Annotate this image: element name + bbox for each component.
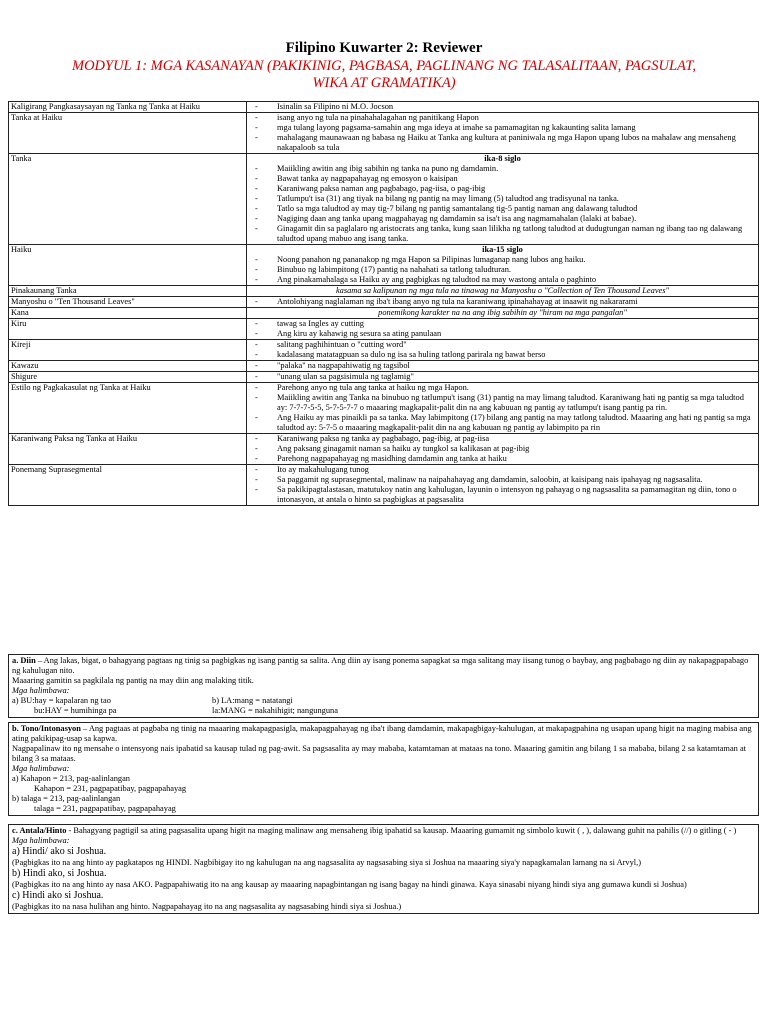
definition-cell: ponemikong karakter na na ang ibig sabihin ay "hiram na mga pangalan" [247, 308, 759, 319]
tono-examples-label: Mga halimbawa: [12, 764, 70, 773]
definition-cell [247, 113, 759, 154]
table-row [9, 286, 759, 297]
antala-label: c. Antala/Hinto [12, 826, 67, 835]
antala-example: a) Hindi/ ako si Joshua. [12, 846, 107, 857]
definition-cell [247, 372, 759, 383]
table-row [9, 308, 759, 319]
list-item: - isang anyo ng tula na pinahahalagahan ng panitikang Hapon [249, 113, 756, 123]
list-item: - Karaniwang paksa naman ang pagbabago, pag-iisa, o pag-ibig [249, 184, 756, 194]
diin-label: a. Diin [12, 656, 36, 665]
list-item: - Ginagamit din sa paglalaro ng aristocrats ang tanka, kung saan lilikha ng tatlong taludtod at dudugtungan naman ng ibang tao ng dalawang taludtod upang mabuo ang isang tanka. [249, 224, 756, 244]
table-row [9, 340, 759, 361]
list-item: - mga tulang layong pagsama-samahin ang mga ideya at imahe sa pamamagitan ng kakaunting salita lamang [249, 123, 756, 133]
definition-list [249, 372, 756, 382]
century-heading: ika-8 siglo [484, 154, 521, 163]
tono-example: b) talaga = 213, pag-aalinlangan [12, 794, 121, 803]
table-row [9, 361, 759, 372]
term-cell: Tanka at Haiku [9, 113, 247, 154]
term-cell: Kaligirang Pangkasaysayan ng Tanka ng Tanka at Haiku [9, 102, 247, 113]
list-item: - Tatlumpu't isa (31) ang tiyak na bilang ng pantig na may limang (5) taludtod ang tradisyunal na tanka. [249, 194, 756, 204]
list-item: - Ang paksang ginagamit naman sa haiku ay tungkol sa kalikasan at pag-ibig [249, 444, 756, 454]
tono-label: b. Tono/Intonasyon [12, 724, 81, 733]
definition-cell [247, 434, 759, 465]
table-row [9, 154, 759, 245]
list-item: - Maiikling awitin ang Tanka na binubuo ng tatlumpu't isang (31) pantig na may limang taludtod. Karaniwang hati ng pantig sa mga taludtod ay: 7-7-7-5-5, 5-7-5-7-7 o maaaring magkapalit-palit din na ang kabuuan ng pantig ay tatlumpu't isang pantig pa rin. [249, 393, 756, 413]
list-item: - Bawat tanka ay nagpapahayag ng emosyon o kaisipan [249, 174, 756, 184]
definition-list [249, 383, 756, 433]
definition-cell: kasama sa kalipunan ng mga tula na tinawag na Manyoshu o "Collection of Ten Thousand Leaves" [247, 286, 759, 297]
antala-explanation: (Pagbigkas ito na ang hinto ay nasa AKO. Pagpapahiwatig ito na ang kausap ay maaaring napagbintangan ng isang bagay na hindi ginawa. Kaya sinasabi niyang hindi siya ang gumawa kundi si Joshua) [12, 880, 687, 889]
tono-section [8, 722, 759, 816]
list-item: - Sa paggamit ng suprasegmental, malinaw na naipahahayag ang damdamin, saloobin, at kaisipang nais ipahayag ng nagsasalita. [249, 475, 756, 485]
antala-examples-label: Mga halimbawa: [12, 836, 70, 845]
definition-list [249, 434, 756, 464]
list-item: - kadalasang matatagpuan sa dulo ng isa sa huling tatlong parirala ng bawat berso [249, 350, 756, 360]
antala-text: - Bahagyang pagtigil sa ating pagsasalita upang higit na maging malinaw ang mensaheng ibig ipahatid sa kausap. Maaaring gumamit ng simbolo kuwit ( , ), dalawang guhit na pahilis (//) o gitling ( - ) [66, 826, 737, 835]
century-heading: ika-15 siglo [482, 245, 523, 254]
definition-cell [247, 154, 759, 245]
term-cell: Ponemang Suprasegmental [9, 465, 247, 506]
list-item: - tawag sa Ingles ay cutting [249, 319, 756, 329]
list-item: - Ang kiru ay kahawig ng sesura sa ating panulaan [249, 329, 756, 339]
antala-explanation: (Pagbigkas ito na ang hinto ay pagkatapos ng HINDI. Nagbibigay ito ng kahulugan na ang nagsasalita ay nagsasabing siya si Joshua na maaaring siya'y napagkamalan lamang na si Arvyl,) [12, 858, 642, 867]
list-item: - Ang pinakamahalaga sa Haiku ay ang pagbigkas ng taludtod na may wastong antala o paghinto [249, 275, 756, 285]
list-item: - mahalagang maunawaan ng babasa ng Haiku at Tanka ang kultura at paniniwala ng mga Hapon upang lubos na mahalaw ang mensaheng nakapaloob sa tula [249, 133, 756, 153]
tono-example: Kahapon = 231, pagpapatibay, pagpapahayag [34, 784, 187, 793]
table-row [9, 465, 759, 506]
definition-cell [247, 361, 759, 372]
definition-list [249, 340, 756, 360]
definition-cell [247, 319, 759, 340]
reviewer-table [8, 101, 759, 506]
table-row [9, 102, 759, 113]
term-cell: Kiru [9, 319, 247, 340]
tono-text: – Ang pagtaas at pagbaba ng tinig na maaaring makapagpasigla, makapagpahayag ng iba't ibang damdamin, makapagbigay-kahulugan, at makapagpahina ng usapan upang higit na maging mabisa ang ating pakikipag-usap sa kapwa. [12, 724, 752, 743]
term-cell: Karaniwang Paksa ng Tanka at Haiku [9, 434, 247, 465]
list-item: - salitang paghihintuan o "cutting word" [249, 340, 756, 350]
tono-line2: Nagpapalinaw ito ng mensahe o intensyong nais ipabatid sa kausap tulad ng pag-awit. Sa pagsasalita ay may mababa, katamtaman at mataas na tono. Maaaring gamitin ang bilang 1 sa mababa, bilang 2 sa katamtaman at bilang 3 sa mataas. [12, 744, 746, 763]
list-item: - Sa pakikipagtalastasan, matutukoy natin ang kahulugan, layunin o intensyon ng pahayag o ng nagsasalita sa pamamagitan ng diin, tono o intonasyon, at antala o hinto sa pagbigkas at pagsasalita [249, 485, 756, 505]
list-item: - Karaniwang paksa ng tanka ay pagbabago, pag-ibig, at pag-iisa [249, 434, 756, 444]
list-item: - Parehong nagpapahayag ng masidhing damdamin ang tanka at haiku [249, 454, 756, 464]
definition-list [249, 361, 756, 371]
term-cell: Shigure [9, 372, 247, 383]
diin-examples-label: Mga halimbawa: [12, 686, 70, 695]
page-title: Filipino Kuwarter 2: Reviewer [285, 40, 483, 56]
definition-list [249, 297, 756, 307]
table-row [9, 245, 759, 286]
list-item: - Isinalin sa Filipino ni M.O. Jocson [249, 102, 756, 112]
term-cell: Pinakaunang Tanka [9, 286, 247, 297]
list-item: - "palaka" na nagpapahiwatig ng tagsibol [249, 361, 756, 371]
module-subtitle: MODYUL 1: MGA KASANAYAN (PAKIKINIG, PAGBASA, PAGLINANG NG TALASALITAAN, PAGSULAT, WIKA AT GRAMATIKA) [71, 58, 696, 91]
list-item: - Noong panahon ng pananakop ng mga Hapon sa Pilipinas lumaganap nang lubos ang haiku. [249, 255, 756, 265]
list-item: - Parehong anyo ng tula ang tanka at haiku ng mga Hapon. [249, 383, 756, 393]
definition-cell [247, 465, 759, 506]
table-row [9, 113, 759, 154]
antala-example: b) Hindi ako, si Joshua. [12, 868, 107, 879]
tono-example: a) Kahapon = 213, pag-aalinlangan [12, 774, 130, 783]
table-row [9, 297, 759, 308]
table-row [9, 319, 759, 340]
definition-list [249, 319, 756, 339]
definition-cell [247, 297, 759, 308]
diin-example: a) BU:hay = kapalaran ng tao [12, 696, 111, 705]
definition-cell [247, 102, 759, 113]
definition-list [249, 102, 756, 112]
definition-list [249, 113, 756, 153]
tono-example: talaga = 231, pagpapatibay, pagpapahayag [34, 804, 176, 813]
definition-list [249, 465, 756, 505]
diin-section [8, 654, 759, 718]
list-item: - Nagiging daan ang tanka upang magpahayag ng damdamin sa isa't isa ang nagmamahalan (lalaki at babae). [249, 214, 756, 224]
definition-list [249, 255, 756, 285]
antala-explanation: (Pagbigkas ito na nasa hulihan ang hinto. Nagpapahayag ito na ang nagsasalita ay nagsasabing hindi siya si Joshua.) [12, 902, 402, 911]
term-cell: Kana [9, 308, 247, 319]
table-row [9, 434, 759, 465]
list-item: - Ito ay makahulugang tunog [249, 465, 756, 475]
list-item: - Antolohiyang naglalaman ng iba't ibang anyo ng tula na karaniwang ipinahahayag at inaawit ng nakararami [249, 297, 756, 307]
term-cell: Haiku [9, 245, 247, 286]
definition-list [249, 164, 756, 244]
definition-cell [247, 383, 759, 434]
list-item: - Binubuo ng labimpitong (17) pantig na nahahati sa tatlong taludturan. [249, 265, 756, 275]
list-item: - "unang ulan sa pagsisimula ng taglamig" [249, 372, 756, 382]
list-item: - Maiikling awitin ang ibig sabihin ng tanka na puno ng damdamin. [249, 164, 756, 174]
term-cell: Manyoshu o "Ten Thousand Leaves" [9, 297, 247, 308]
definition-cell [247, 340, 759, 361]
diin-example: bu:HAY = humihinga pa [34, 706, 117, 715]
list-item: - Ang Haiku ay mas pinaikli pa sa tanka. May labimpitong (17) bilang ang pantig na may tatlong taludtod. Maaaring ang hati ng pantig sa mga taludtod ay: 5-7-5 o maaaring magkapalit-palit din na ang kabuuan ng pantig ay labimpito pa rin [249, 413, 756, 433]
table-row [9, 383, 759, 434]
term-cell: Kawazu [9, 361, 247, 372]
diin-text: – Ang lakas, bigat, o bahagyang pagtaas ng tinig sa pagbigkas ng isang pantig sa salita. Ang diin ay isang ponema sapagkat sa mga salitang may iisang tunog o baybay, ang pagbabago ng diin ay nakapagpapabago ng kahulugan nito. [12, 656, 749, 675]
antala-section [8, 824, 759, 914]
list-item: - Tatlo sa mga taludtod ay may tig-7 bilang ng pantig samantalang tig-5 pantig naman ang dalawang taludtod [249, 204, 756, 214]
term-cell: Estilo ng Pagkakasulat ng Tanka at Haiku [9, 383, 247, 434]
table-row [9, 372, 759, 383]
diin-example: la:MANG = nakahihigit; nangunguna [212, 706, 338, 715]
diin-line2: Maaaring gamitin sa pagkilala ng pantig na may diin ang malaking titik. [12, 676, 254, 685]
antala-example: c) Hindi ako si Joshua. [12, 890, 104, 901]
term-cell: Kireji [9, 340, 247, 361]
diin-example: b) LA:mang = natatangi [212, 696, 293, 705]
definition-cell [247, 245, 759, 286]
term-cell: Tanka [9, 154, 247, 245]
